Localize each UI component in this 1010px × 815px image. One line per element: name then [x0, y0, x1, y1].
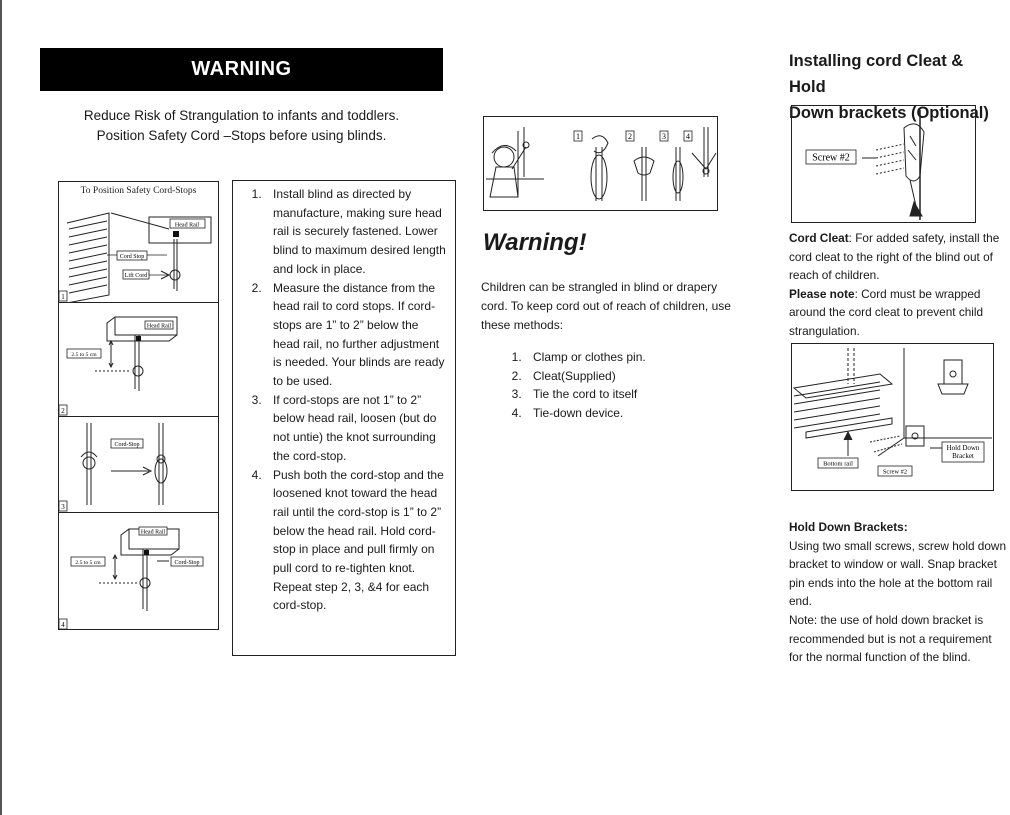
method-number-4: 4	[686, 132, 690, 141]
intro-line-1: Reduce Risk of Strangulation to infants and toddlers.	[83, 108, 400, 123]
installation-steps	[233, 181, 455, 615]
label-bottom-rail: Bottom rail	[823, 460, 853, 468]
method-number-1: 1	[576, 132, 580, 141]
hold-down-note: Note: the use of hold down bracket is recommended but is not a requirement for the normal function of the blind.	[789, 612, 992, 665]
warning-paragraph: Children can be strangled in blind or drapery cord. To keep cord out of reach of children, use these methods:	[481, 280, 731, 332]
warning-title: WARNING	[191, 58, 292, 80]
panel-number-3: 3	[61, 503, 65, 511]
cord-safety-drawing	[484, 117, 717, 210]
cord-cleat-label: Cord Cleat	[789, 231, 849, 245]
method-number-3: 3	[662, 132, 666, 141]
cord-cleat-illustration	[791, 105, 976, 223]
safety-methods-list	[505, 348, 646, 423]
label-screw: Screw #2	[812, 152, 850, 164]
hold-down-bracket-illustration	[791, 343, 994, 491]
panel-2-illustration	[59, 303, 218, 417]
panel-4-illustration	[59, 513, 218, 631]
step-item: 4. Push both the cord-stop and the loosened knot toward the head rail until the cord-stop is 1” to 2” below the head rail. Hold cord-stop in place and pull firmly on pull cord to re-tighten knot. Repeat step 2, 3, &4 for each cord-stop.	[265, 466, 447, 616]
label-screw-2: Screw #2	[882, 468, 908, 476]
diagram-panel-2	[59, 302, 218, 416]
label-head-rail: Head Rail	[174, 222, 200, 229]
label-cord-stop-3: Cord-Stop	[114, 442, 140, 448]
label-hold-down-1: Hold Down	[946, 444, 980, 452]
cord-stop-diagram	[58, 181, 219, 630]
cord-lock-icon	[173, 231, 179, 237]
label-hold-down-2: Bracket	[952, 452, 974, 460]
cord-cleat-description: : For added safety, install the cord cleat to the right of the blind out of reach of children.	[789, 231, 1000, 283]
step-item: 3. If cord-stops are not 1” to 2” below head rail, loosen (but do not untie) the knot surrounding the cord-stop.	[265, 391, 447, 466]
warning-banner	[40, 48, 443, 91]
hold-down-description: Using two small screws, screw hold down bracket to window or wall. Snap bracket pin ends into the hole at the bottom rail end.	[789, 538, 1007, 609]
please-note-description: : Cord must be wrapped around the cord cleat to prevent child strangulation.	[789, 286, 984, 338]
diagram-panel-4	[59, 512, 218, 630]
method-item: 1. Clamp or clothes pin.	[525, 348, 646, 367]
hold-down-heading: Hold Down Brackets:	[789, 520, 908, 534]
intro-line-2: Position Safety Cord –Stops before using blinds.	[96, 128, 387, 143]
please-note-label: Please note	[789, 286, 855, 301]
heading-line-2: Down brackets (Optional)	[789, 104, 989, 122]
cord-cleat-text	[789, 229, 1009, 341]
installation-steps-box	[232, 180, 456, 656]
diagram-panel-3	[59, 416, 218, 512]
method-item: 4. Tie-down device.	[525, 404, 646, 423]
method-item: 3. Tie the cord to itself	[525, 385, 646, 404]
diagram-panel-1	[59, 199, 218, 303]
diagram-title: To Position Safety Cord-Stops	[80, 186, 197, 196]
panel-1-illustration	[59, 199, 218, 303]
hold-down-text	[789, 518, 1007, 667]
heading-line-1: Installing cord Cleat & Hold	[789, 52, 964, 96]
intro-text	[40, 106, 443, 146]
label-head-rail-2: Head Rail	[146, 323, 172, 330]
cord-cleat-drawing	[792, 106, 975, 222]
hold-down-bracket-drawing	[792, 344, 993, 490]
label-head-rail-4: Head Rail	[140, 529, 166, 536]
label-distance-4: 2.5 to 5 cm	[75, 560, 101, 566]
label-distance: 2.5 to 5 cm	[71, 352, 97, 358]
method-item: 2. Cleat(Supplied)	[525, 367, 646, 386]
label-cord-stop-4: Cord-Stop	[174, 560, 200, 566]
panel-number-1: 1	[61, 293, 65, 301]
panel-number-4: 4	[61, 621, 65, 629]
method-number-2: 2	[628, 132, 632, 141]
panel-number-2: 2	[61, 407, 65, 415]
page-left-border	[0, 0, 2, 815]
label-cord-stop: Cord Stop	[119, 254, 145, 260]
panel-3-illustration	[59, 417, 218, 513]
step-item: 2. Measure the distance from the head rail to cord stops. If cord-stops are 1” to 2” below the head rail, no further adjustment is needed. Your blinds are ready to be used.	[265, 279, 447, 391]
cord-safety-illustration	[483, 116, 718, 211]
warning-heading: Warning!	[483, 229, 587, 256]
step-item: 1. Install blind as directed by manufacture, making sure head rail is securely fastened. Lower blind to maximum desired length and lock in place.	[265, 185, 447, 279]
label-lift-cord: Lift Cord	[124, 273, 148, 279]
